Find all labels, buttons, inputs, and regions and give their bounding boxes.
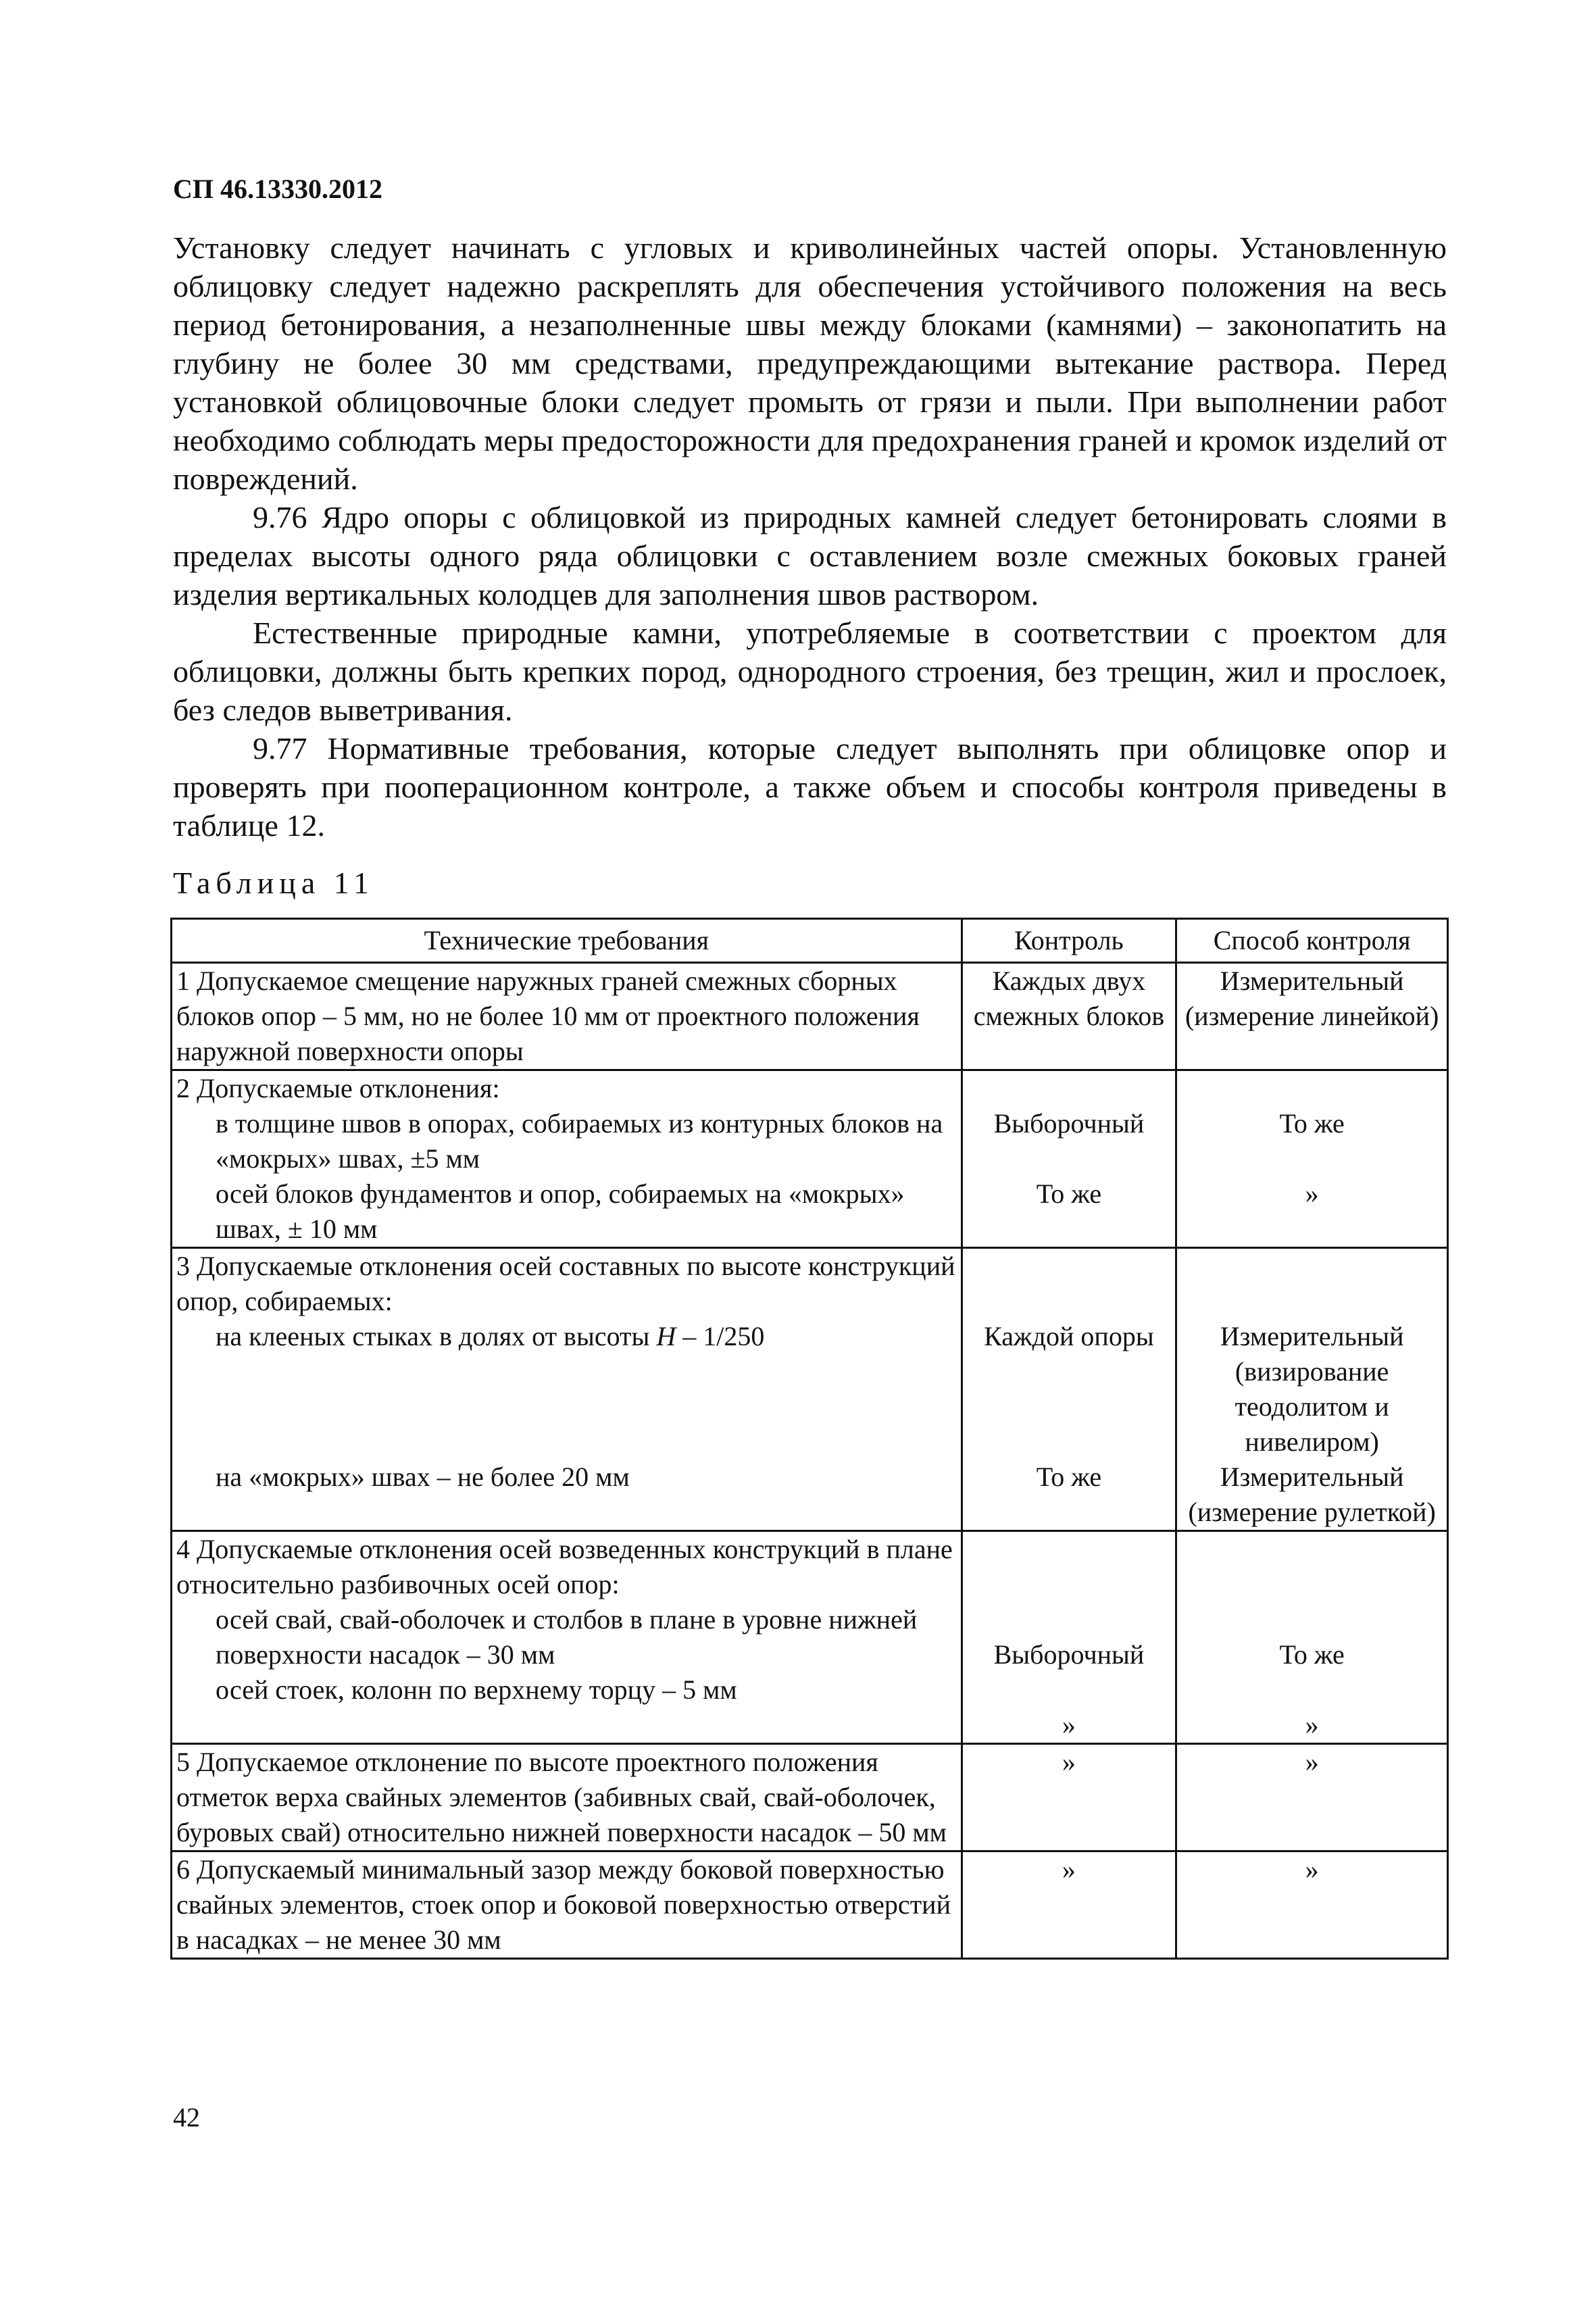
method-value: То же [1279,1108,1345,1139]
method-value: » [1305,1178,1319,1209]
body-text [173,228,1447,845]
control-cell: Каждых двух смежных блоков [962,963,1176,1070]
paragraph: Установку следует начинать с угловых и криволинейных частей опоры. Установленную облицовку следует надежно раскреплять для обеспечения устойчивого положения на весь период бетонирования, а незаполненные швы между блоками (камнями) – законопатить на глубину не более 30 мм средствами, предупреждающими вытекание раствора. Перед установкой облицовочные блоки следует промыть от грязи и пыли. При выполнении работ необходимо соблюдать меры предосторожности для предохранения граней и кромок изделий от повреждений. [173,230,1447,496]
control-cell [962,1248,1176,1531]
requirement-cell: 6 Допускаемый минимальный зазор между боковой поверхностью свайных элементов, стоек опор и боковой поверхностью отверстий в насадках – не менее 30 мм [172,1851,962,1959]
method-cell: Измерительный (измерение линейкой) [1176,963,1448,1070]
requirement-cell [172,1070,962,1248]
document-code: СП 46.13330.2012 [173,174,382,204]
table-title: Таблица 11 [173,866,375,900]
column-header-requirements: Технические требования [172,919,962,963]
requirement-cell: 1 Допускаемое смещение наружных граней смежных сборных блоков опор – 5 мм, но не более 10 мм от проектного положения наружной поверхности опоры [172,963,962,1070]
table-row [172,1851,1448,1959]
column-header-control: Контроль [962,919,1176,963]
requirement-title: 2 Допускаемые отклонения: [176,1073,500,1103]
method-cell [1176,1531,1448,1744]
method-value: Измерительный (измерение рулеткой) [1188,1462,1436,1527]
table-row [172,1744,1448,1851]
requirement-cell [172,1531,962,1744]
control-value: Выборочный [993,1108,1145,1139]
table-row [172,1531,1448,1744]
requirement-item: в толщине швов в опорах, собираемых из контурных блоков на «мокрых» швах, ±5 мм [216,1108,943,1174]
paragraph: 9.77 Нормативные требования, которые следует выполнять при облицовке опор и проверять при пооперационном контроле, а также объем и способы контроля приведены в таблице 12. [173,731,1447,843]
method-cell: » [1176,1744,1448,1851]
method-cell: » [1176,1851,1448,1959]
method-cell [1176,1070,1448,1248]
paragraph: Естественные природные камни, употребляемые в соответствии с проектом для облицовки, должны быть крепких пород, однородного строения, без трещин, жил и прослоек, без следов выветривания. [173,616,1447,727]
method-value: Измерительный (визирование теодолитом и нивелиром) [1220,1321,1404,1457]
control-cell [962,1531,1176,1744]
control-value: То же [1036,1178,1102,1209]
method-value: » [1305,1710,1319,1740]
paragraph: 9.76 Ядро опоры с облицовкой из природных камней следует бетонировать слоями в пределах высоты одного ряда облицовки с оставлением возле смежных боковых граней изделия вертикальных колодцев для заполнения швов раствором. [173,500,1447,612]
requirement-item: осей стоек, колонн по верхнему торцу – 5 мм [216,1674,737,1705]
control-cell: » [962,1744,1176,1851]
requirement-cell: 5 Допускаемое отклонение по высоте проектного положения отметок верха свайных элементов (забивных свай, свай-оболочек, буровых свай) относительно нижней поверхности насадок – 50 мм [172,1744,962,1851]
control-value: Выборочный [993,1639,1145,1670]
requirement-item: осей блоков фундаментов и опор, собираемых на «мокрых» швах, ± 10 мм [216,1178,905,1244]
requirement-cell [172,1248,962,1531]
column-header-method: Способ контроля [1176,919,1448,963]
table-header-row [172,919,1448,963]
requirements-table [170,918,1449,1960]
requirement-title: 3 Допускаемые отклонения осей составных по высоте конструкций опор, собираемых: [176,1251,955,1316]
control-cell: » [962,1851,1176,1959]
table-row [172,1070,1448,1248]
control-value: Каждой опоры [984,1321,1154,1351]
requirement-item: на клееных стыках в долях от высоты H – 1/250 [216,1321,765,1351]
control-value: То же [1036,1462,1102,1492]
control-cell [962,1070,1176,1248]
requirement-item: осей свай, свай-оболочек и столбов в плане в уровне нижней поверхности насадок – 30 мм [216,1604,918,1670]
requirement-title: 4 Допускаемые отклонения осей возведенных конструкций в плане относительно разбивочных осей опор: [176,1534,953,1599]
method-cell [1176,1248,1448,1531]
page-number: 42 [173,2102,200,2133]
table-row [172,963,1448,1070]
requirement-item: на «мокрых» швах – не более 20 мм [216,1462,630,1492]
table-row [172,1248,1448,1531]
control-value: » [1062,1710,1076,1740]
method-value: То же [1279,1639,1345,1670]
